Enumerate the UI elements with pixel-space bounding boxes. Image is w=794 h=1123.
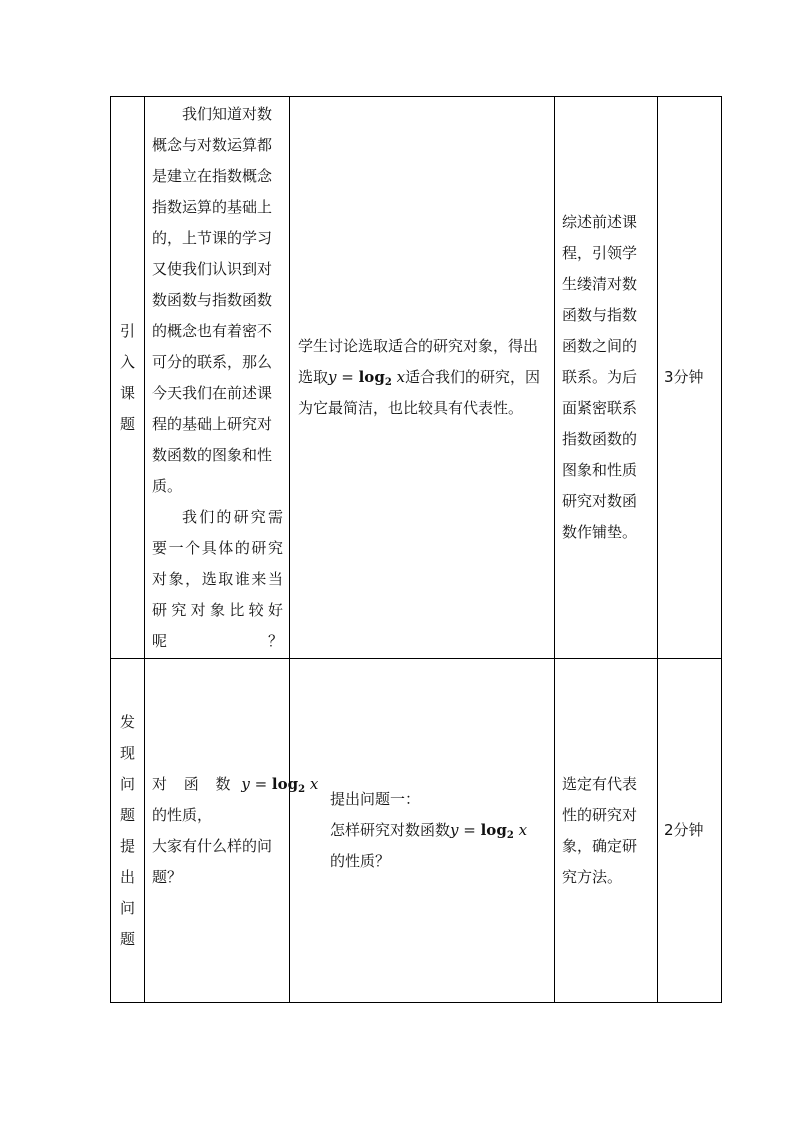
question-block xyxy=(298,784,546,877)
teacher-activity-cell xyxy=(145,659,319,1003)
table-row-find-problem xyxy=(111,659,722,1003)
lesson-plan-sheet xyxy=(110,96,721,1002)
teacher-activity-cell xyxy=(145,97,290,659)
math-expression-log2x: $y = \log_2 x$ xyxy=(241,774,319,795)
time-label: 2分钟 xyxy=(664,821,704,839)
teacher-paragraph-2: 我们的研究需要一个具体的研究对象，选取谁来当研究对象比较好呢？ xyxy=(152,507,283,650)
student-activity-text: 学生讨论选取适合的研究对象，得出选取$y = \log_2 x$适合我们的研究，因为它最简洁，也比较具有代表性。 xyxy=(298,337,541,417)
lesson-plan-table xyxy=(110,96,722,1003)
teacher-question-line-1: 对 函 数 $y = \log_2 x$ xyxy=(152,774,319,795)
stage-cell-introduce-topic xyxy=(111,97,145,659)
question-line-end: 的性质？ xyxy=(330,852,391,870)
stage-cell-find-problem xyxy=(111,659,145,1003)
table-row-introduce-topic xyxy=(111,97,722,659)
design-intent-text: 选定有代表性的研究对象，确定研究方法。 xyxy=(562,774,638,886)
student-activity-cell xyxy=(290,97,555,659)
question-line: 怎样研究对数函数$y = \log_2 x$ xyxy=(330,821,528,841)
design-intent-cell xyxy=(555,659,658,1003)
teacher-question-line-2: 的性质， xyxy=(152,805,213,824)
math-expression-log2x: $y = \log_2 x$ xyxy=(450,821,528,841)
stage-label: 发 现 问 题 提 出 问 题 xyxy=(119,712,135,948)
question-title: 提出问题一： xyxy=(330,790,421,808)
math-expression-log2x: $y = \log_2 x$ xyxy=(328,368,406,388)
teacher-question-line-3: 大家有什么样的问题？ xyxy=(152,836,273,886)
time-label: 3分钟 xyxy=(664,368,704,386)
student-activity-cell xyxy=(290,659,555,1003)
design-intent-text: 综述前述课程，引领学生缕清对数函数与指数函数之间的联系。为后面紧密联系指数函数的图象和性质研究对数函数作铺垫。 xyxy=(562,213,638,541)
stage-label: 引 入 课 题 xyxy=(119,321,135,433)
teacher-paragraph-1: 我们知道对数概念与对数运算都是建立在指数概念指数运算的基础上的，上节课的学习又使我们认识到对数函数与指数函数的概念也有着密不可分的联系，那么今天我们在前述课程的基础上研究对数函数的图象和性质。 xyxy=(152,104,273,495)
design-intent-cell xyxy=(555,97,658,659)
time-cell xyxy=(658,659,722,1003)
time-cell xyxy=(658,97,722,659)
